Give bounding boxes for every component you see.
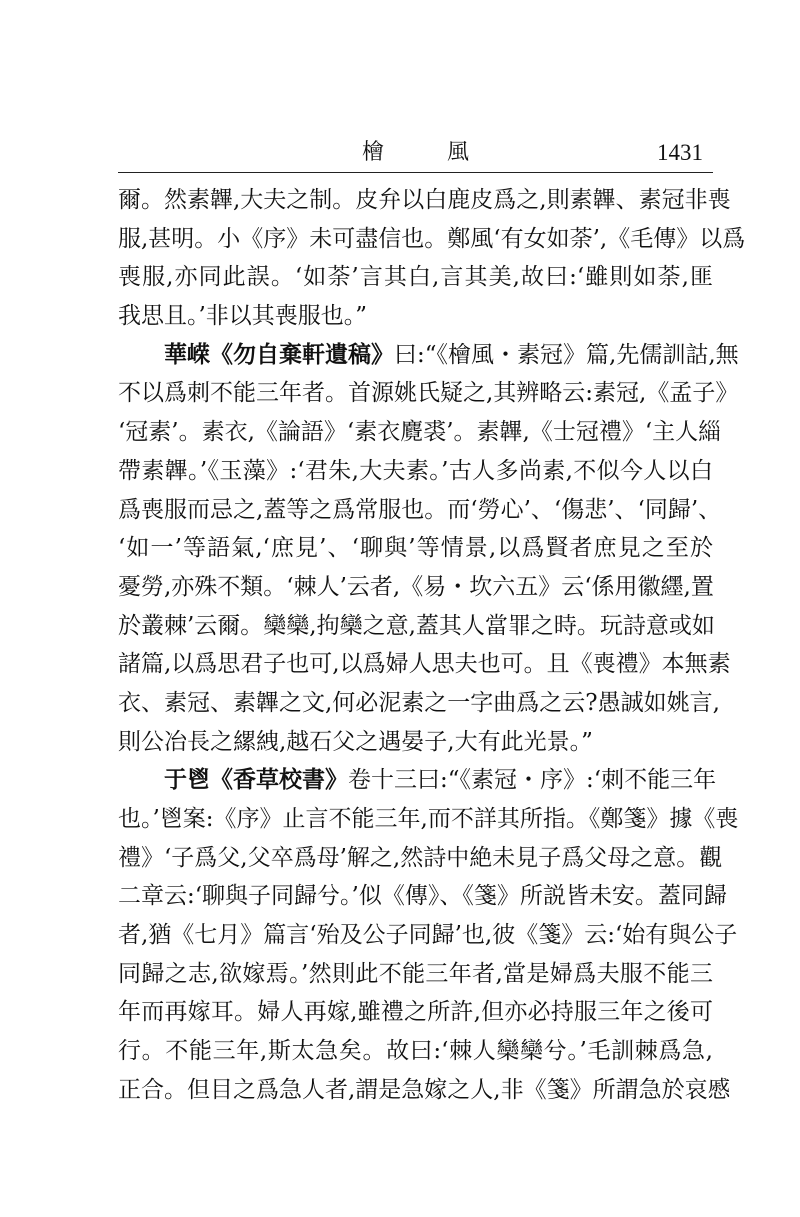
text-line-rest: 卷十三曰:“《素冠・序》:‘刺不能三年 (348, 767, 717, 794)
text-line: 帶素韠。’《玉藻》:‘君朱,大夫素。’古人多尚素,不似今人以白 (118, 457, 713, 484)
text-line: 喪服,亦同此誤。‘如荼’言其白,言其美,故曰:‘雖則如荼,匪 (118, 264, 713, 291)
text-line: 正合。但目之爲急人者,謂是急嫁之人,非《箋》所謂急於哀慼 (118, 1076, 731, 1103)
text-line: 不以爲刺不能三年者。首源姚氏疑之,其辨略云:素冠,《孟子》 (118, 380, 739, 407)
text-line-rest: 曰:“《檜風・素冠》篇,先儒訓詁,無 (394, 341, 739, 368)
header-rule (118, 172, 713, 173)
text-line: 爾。然素韠,大夫之制。皮弁以白鹿皮爲之,則素韠、素冠非喪 (118, 187, 731, 213)
text-line: 於叢棘’云爾。欒欒,拘欒之意,蓋其人當罪之時。玩詩意或如 (118, 612, 715, 639)
text-line: 諸篇,以爲思君子也可,以爲婦人思夫也可。且《喪禮》本無素 (118, 651, 731, 678)
running-title: 檜 風 (362, 140, 497, 165)
text-line-lead (118, 761, 717, 800)
text-line: 二章云:‘聊與子同歸兮。’似《傳》、《箋》所説皆未安。蓋同歸 (118, 883, 727, 910)
text-line: 衣、素冠、素韠之文,何必泥素之一字曲爲之云?愚誠如姚言, (118, 689, 720, 716)
text-line: 者,猶《七月》篇言‘殆及公子同歸’也,彼《箋》云:‘始有與公子 (118, 922, 738, 949)
text-line: 則公冶長之縲絏,越石父之遇晏子,大有此光景。” (118, 728, 593, 755)
text-line: 我思且。’非以其喪服也。” (118, 303, 368, 330)
body-text (118, 181, 746, 1110)
text-line: 年而再嫁耳。婦人再嫁,雖禮之所許,但亦必持服三年之後可 (118, 999, 713, 1026)
running-header (118, 138, 713, 172)
cited-source: 于鬯《香草校書》 (164, 767, 348, 794)
text-line: 爲喪服而忌之,蓋等之爲常服也。而‘勞心’、‘傷悲’、‘同歸’、 (118, 496, 722, 523)
text-line: 行。不能三年,斯太急矣。故曰:‘棘人欒欒兮。’毛訓棘爲急, (118, 1038, 713, 1065)
text-line-lead (118, 336, 739, 375)
text-line: 也。’鬯案:《序》止言不能三年,而不詳其所指。《鄭箋》據《喪 (118, 806, 739, 832)
text-line: 服,甚明。小《序》未可盡信也。鄭風‘有女如荼’,《毛傳》以爲 (118, 225, 746, 252)
text-line: 禮》‘子爲父,父卒爲母’解之,然詩中絶未見子爲父母之意。觀 (118, 844, 723, 871)
text-line: ‘如一’等語氣,‘庶見’、‘聊與’等情景,以爲賢者庶見之至於 (118, 535, 713, 562)
cited-source: 華嵘《勿自棄軒遺稿》 (164, 341, 394, 368)
text-line: 同歸之志,欲嫁焉。’然則此不能三年者,當是婦爲夫服不能三 (118, 960, 713, 987)
text-line: ‘冠素’。素衣,《論語》‘素衣麑裘’。素韠,《士冠禮》‘主人緇 (118, 419, 722, 446)
page-number: 1431 (657, 140, 703, 165)
text-line: 憂勞,亦殊不類。‘棘人’云者,《易・坎六五》云‘係用徽纆,置 (118, 573, 714, 600)
